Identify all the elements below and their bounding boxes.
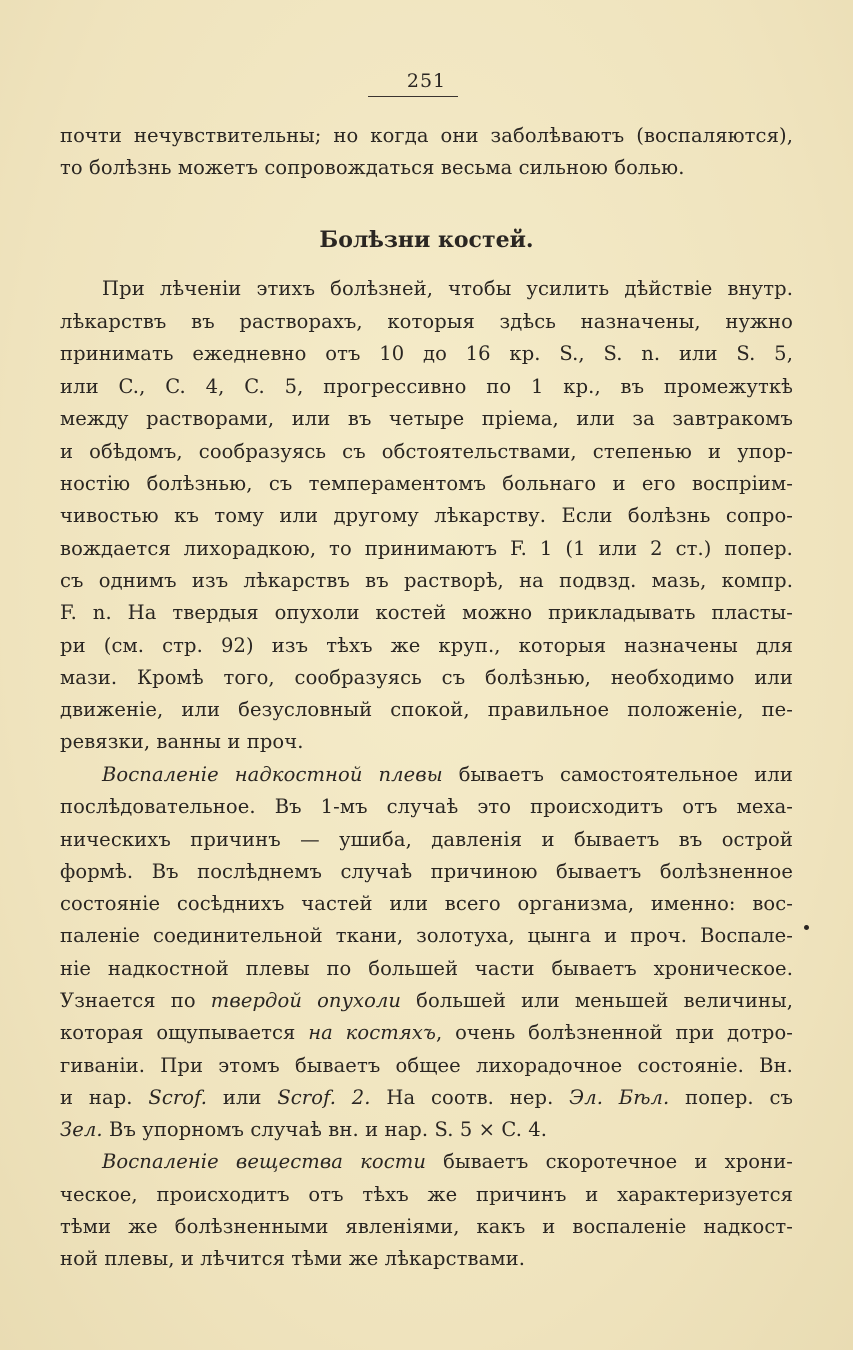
- text-line: состояніе сосѣднихъ частей или всего организма, именно: вос-: [60, 892, 793, 915]
- text-span: На соотв. нер.: [370, 1086, 570, 1109]
- text-span: , очень болѣзненной при дотро-: [436, 1021, 793, 1044]
- italic-term: Зел.: [60, 1118, 103, 1141]
- text-line: ническихъ причинъ — ушиба, давленія и бываетъ въ острой: [60, 828, 793, 851]
- text-line: [60, 1021, 793, 1045]
- text-line: [60, 1118, 793, 1142]
- italic-term: твердой опухоли: [210, 989, 402, 1012]
- text-span: попер. съ: [669, 1086, 794, 1109]
- text-line: вождается лихорадкою, то принимаютъ F. 1 (1 или 2 ст.) попер.: [60, 537, 793, 560]
- text-line: принимать ежедневно отъ 10 до 16 кр. S., S. n. или S. 5,: [60, 342, 793, 365]
- italic-term: Scrof. 2.: [277, 1086, 371, 1109]
- text-line: мази. Кромѣ того, сообразуясь съ болѣзнью, необходимо или: [60, 666, 793, 689]
- text-line: то болѣзнь можетъ сопровождаться весьма сильною болью.: [60, 156, 685, 179]
- text-line: При лѣченіи этихъ болѣзней, чтобы усилить дѣйствіе внутр.: [102, 277, 793, 300]
- text-span: Узнается по: [60, 989, 211, 1012]
- text-line: [60, 1150, 793, 1174]
- text-line: F. n. На твердыя опухоли костей можно прикладывать пласты-: [60, 601, 793, 624]
- text-line: паленіе соединительной ткани, золотуха, цынга и проч. Воспале-: [60, 924, 793, 947]
- text-span: большей или меньшей величины,: [401, 989, 793, 1012]
- text-span: или: [207, 1086, 278, 1109]
- text-line: движеніе, или безусловный спокой, правильное положеніе, пе-: [60, 698, 793, 721]
- text-span: которая ощупывается: [60, 1021, 309, 1044]
- text-line: [60, 763, 793, 787]
- text-span: и нар.: [60, 1086, 149, 1109]
- text-line: съ однимъ изъ лѣкарствъ въ растворѣ, на подвзд. мазь, компр.: [60, 569, 793, 592]
- text-line: послѣдовательное. Въ 1-мъ случаѣ это происходитъ отъ меха-: [60, 795, 793, 818]
- text-line: [60, 989, 793, 1013]
- text-line: ческое, происходитъ отъ тѣхъ же причинъ и характеризуется: [60, 1183, 793, 1206]
- italic-term: Воспаленіе надкостной плевы: [102, 763, 443, 786]
- text-line: и обѣдомъ, сообразуясь съ обстоятельствами, степенью и упор-: [60, 440, 793, 463]
- italic-term: на костяхъ: [308, 1021, 437, 1044]
- text-line: [60, 1086, 793, 1110]
- ink-speck: [804, 925, 809, 930]
- text-line: или C., C. 4, C. 5, прогрессивно по 1 кр., въ промежуткѣ: [60, 375, 793, 398]
- text-line: ревязки, ванны и проч.: [60, 730, 304, 753]
- text-line: ной плевы, и лѣчится тѣми же лѣкарствами.: [60, 1247, 525, 1270]
- section-heading: Болѣзни костей.: [319, 227, 534, 253]
- text-span: бываетъ самостоятельное или: [442, 763, 793, 786]
- text-line: тѣми же болѣзненными явленіями, какъ и воспаленіе надкост-: [60, 1215, 793, 1238]
- text-line: ри (см. стр. 92) изъ тѣхъ же круп., которыя назначены для: [60, 634, 793, 657]
- page-number-rule: [368, 96, 458, 97]
- italic-term: Воспаленіе вещества кости: [102, 1150, 427, 1173]
- italic-term: Scrof.: [148, 1086, 208, 1109]
- text-line: гиваніи. При этомъ бываетъ общее лихорадочное состояніе. Вн.: [60, 1054, 793, 1077]
- text-line: ностію болѣзнью, съ темпераментомъ больнаго и его воспріим-: [60, 472, 793, 495]
- italic-term: Эл. Бѣл.: [569, 1086, 670, 1109]
- text-line: между растворами, или въ четыре пріема, или за завтракомъ: [60, 407, 793, 430]
- text-line: лѣкарствъ въ растворахъ, которыя здѣсь назначены, нужно: [60, 310, 793, 333]
- page-number: 251: [406, 70, 447, 92]
- text-span: Въ упорномъ случаѣ вн. и нар. S. 5 × C. 4.: [102, 1118, 548, 1141]
- text-line: формѣ. Въ послѣднемъ случаѣ причиною бываетъ болѣзненное: [60, 860, 793, 883]
- text-line: чивостью къ тому или другому лѣкарству. Если болѣзнь сопро-: [60, 504, 793, 527]
- text-line: почти нечувствительны; но когда они заболѣваютъ (воспаляются),: [60, 124, 793, 147]
- text-line: ніе надкостной плевы по большей части бываетъ хроническое.: [60, 957, 793, 980]
- text-span: бываетъ скоротечное и хрони-: [426, 1150, 793, 1173]
